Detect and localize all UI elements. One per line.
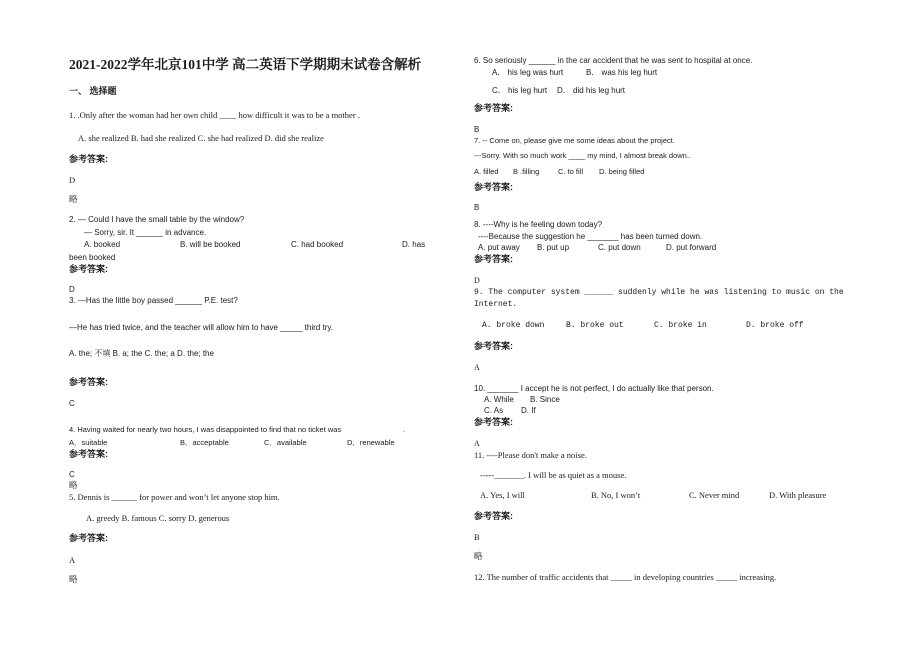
question-10-option-d: D. If (521, 406, 536, 415)
question-1-explanation: 略 (69, 194, 78, 204)
question-7-answer: B (474, 203, 480, 212)
question-6-answer: B (474, 125, 480, 134)
question-2-option-a: A. booked (84, 240, 121, 249)
question-3-line2: —He has tried twice, and the teacher will allow him to have _____ third try. (69, 323, 333, 332)
answer-label: 参考答案: (474, 417, 513, 427)
question-8-option-d: D. put forward (666, 243, 717, 252)
question-8-option-a: A. put away (478, 243, 520, 252)
question-11-option-d: D. With pleasure (769, 490, 827, 500)
question-8-stem: 8. ----Why is he feeling down today? (474, 220, 603, 229)
page-title: 2021-2022学年北京101中学 高二英语下学期期末试卷含解析 (69, 57, 422, 72)
question-2-answer: D (69, 285, 75, 294)
question-9-option-b: B. broke out (566, 321, 624, 330)
question-8-answer: D (474, 276, 480, 285)
question-4-answer: C (69, 470, 75, 479)
answer-label: 参考答案: (69, 449, 108, 459)
question-11-line2: -----_______. I will be as quiet as a mouse. (480, 470, 627, 480)
question-9-line2: Internet. (474, 300, 518, 309)
question-10-stem: 10. _______ I accept he is not perfect, I do actually like that person. (474, 384, 714, 393)
question-9-option-c: C. broke in (654, 321, 707, 330)
question-5-options: A. greedy B. famous C. sorry D. generous (86, 513, 230, 523)
question-10-answer: A (474, 439, 480, 448)
question-7-option-c: C. to fill (558, 167, 584, 176)
question-12-stem: 12. The number of traffic accidents that _____ in developing countries _____ increasing. (474, 572, 777, 582)
answer-label: 参考答案: (474, 182, 513, 192)
question-9-answer: A (474, 363, 480, 372)
question-11-option-c: C. Never mind (689, 490, 740, 500)
question-8-option-b: B. put up (537, 243, 570, 252)
question-5-stem: 5. Dennis is ______ for power and won’t let anyone stop him. (69, 492, 280, 502)
question-11-explanation: 略 (474, 551, 483, 561)
question-5-answer: A (69, 555, 76, 565)
question-2-line2: — Sorry, sir. It ______ in advance. (84, 228, 207, 237)
question-2-option-b: B. will be booked (180, 240, 241, 249)
question-11-answer: B (474, 532, 480, 542)
question-2-stem: 2. — Could I have the small table by the window? (69, 215, 245, 224)
answer-label: 参考答案: (69, 377, 108, 387)
question-6-option-a: A． his leg was hurt (492, 68, 564, 77)
question-7-stem: 7. -- Come on, please give me some ideas about the project. (474, 136, 675, 145)
question-11-option-a: A. Yes, I will (480, 490, 525, 500)
question-3-options: A. the; 不填 B. a; the C. the; a D. the; the (69, 349, 214, 358)
answer-label: 参考答案: (69, 533, 108, 543)
question-4-option-d: D．renewable (347, 438, 395, 447)
question-4-option-b: B．acceptable (180, 438, 229, 447)
question-2-option-d-cont: been booked (69, 253, 116, 262)
question-4-explanation: 略 (69, 480, 78, 490)
section-heading: 一、 选择题 (69, 86, 117, 96)
question-1-stem: 1. .Only after the woman had her own child ____ how difficult it was to be a mother . (69, 110, 360, 120)
question-4-stem-tail: . (403, 425, 406, 434)
question-6-option-d: D． did his leg hurt (557, 86, 626, 95)
question-3-answer: C (69, 399, 75, 408)
question-7-option-a: A. filled (474, 167, 499, 176)
question-2-option-d: D. has (402, 240, 426, 249)
answer-label: 参考答案: (474, 341, 513, 351)
question-10-option-b: B. Since (530, 395, 560, 404)
question-10-option-c: C. As (484, 406, 504, 415)
question-9-stem: 9. The computer system ______ suddenly while he was listening to music on the (474, 288, 844, 297)
question-5-explanation: 略 (69, 574, 78, 584)
question-4-stem: 4. Having waited for nearly two hours, I was disappointed to find that no ticket was (69, 425, 342, 434)
question-11-stem: 11. ----Please don't make a noise. (474, 450, 587, 460)
question-2-option-c: C. had booked (291, 240, 344, 249)
question-1-answer: D (69, 175, 76, 185)
question-7-line2: ---Sorry. With so much work ____ my mind, I almost break down.. (474, 151, 692, 160)
question-7-option-d: D. being filled (599, 167, 645, 176)
question-1-options: A. she realized B. had she realized C. she had realized D. did she realize (78, 133, 324, 143)
question-6-stem: 6. So seriously ______ in the car accident that he was sent to hospital at once. (474, 56, 753, 65)
answer-label: 参考答案: (474, 511, 513, 521)
question-3-stem: 3. —Has the little boy passed ______ P.E. test? (69, 296, 238, 305)
question-8-line2: ----Because the suggestion he _______ has been turned down. (478, 232, 703, 241)
answer-label: 参考答案: (474, 254, 513, 264)
question-7-option-b: B .filling (513, 167, 540, 176)
question-4-option-c: C．available (264, 438, 307, 447)
question-11-option-b: B. No, I won’t (591, 490, 641, 500)
question-9-option-a: A. broke down (482, 321, 545, 330)
question-9-option-d: D. broke off (746, 321, 804, 330)
question-6-option-c: C． his leg hurt (492, 86, 548, 95)
question-8-option-c: C. put down (598, 243, 641, 252)
question-10-option-a: A. While (484, 395, 514, 404)
answer-label: 参考答案: (474, 103, 513, 113)
question-6-option-b: B． was his leg hurt (586, 68, 658, 77)
question-4-option-a: A．suitable (69, 438, 108, 447)
answer-label: 参考答案: (69, 264, 108, 274)
answer-label: 参考答案: (69, 154, 108, 164)
